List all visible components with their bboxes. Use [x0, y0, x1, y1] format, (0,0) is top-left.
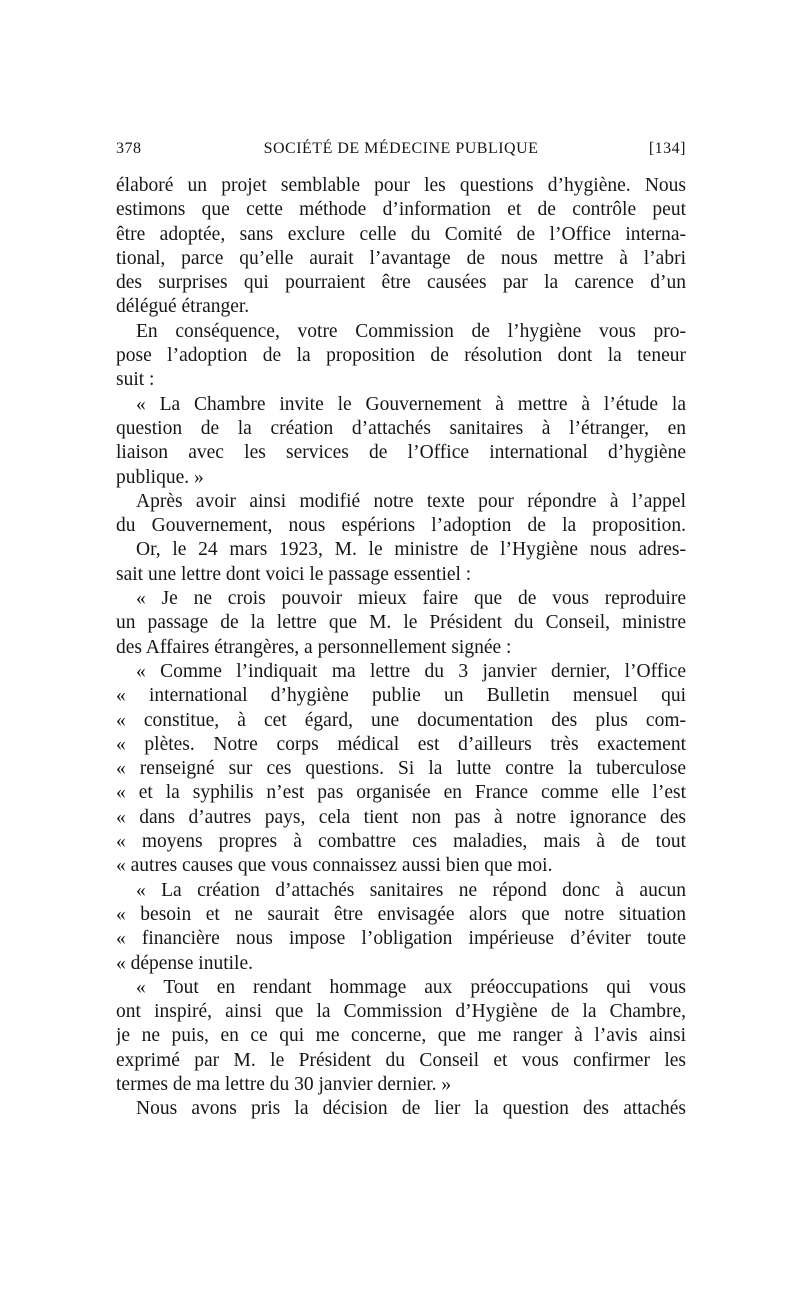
text-line: publique. »: [116, 466, 204, 488]
text-line: Nous avons pris la décision de lier la question des attachés: [136, 1098, 686, 1120]
text-line: exprimé par M. le Président du Conseil et vous confirmer les: [116, 1049, 686, 1071]
text-line: « plètes. Notre corps médical est d’ailleurs très exactement: [116, 733, 686, 755]
text-line: « La Chambre invite le Gouvernement à mettre à l’étude la: [136, 393, 686, 415]
text-line: élaboré un projet semblable pour les questions d’hygiène. Nous: [116, 175, 686, 196]
body-text: [116, 174, 686, 1122]
text-line: « financière nous impose l’obligation impérieuse d’éviter toute: [116, 928, 686, 950]
text-line: des Affaires étrangères, a personnellement signée :: [116, 636, 512, 658]
text-line: « besoin et ne saurait être envisagée alors que notre situation: [116, 903, 686, 925]
text-line: des surprises qui pourraient être causées par la carence d’un: [116, 272, 686, 294]
text-line: « La création d’attachés sanitaires ne répond donc à aucun: [136, 879, 686, 901]
text-line: « Tout en rendant hommage aux préoccupations qui vous: [136, 976, 686, 998]
text-line: « dans d’autres pays, cela tient non pas à notre ignorance des: [116, 806, 686, 828]
text-line: du Gouvernement, nous espérions l’adoption de la proposition.: [116, 515, 686, 537]
text-line: estimons que cette méthode d’information et de contrôle peut: [116, 199, 686, 221]
text-line: pose l’adoption de la proposition de résolution dont la teneur: [116, 345, 686, 367]
text-line: un passage de la lettre que M. le Président du Conseil, ministre: [116, 612, 686, 634]
text-line: sait une lettre dont voici le passage essentiel :: [116, 563, 472, 585]
text-line: suit :: [116, 369, 155, 391]
text-line: « renseigné sur ces questions. Si la lutte contre la tuberculose: [116, 758, 686, 780]
text-line: « constitue, à cet égard, une documentation des plus com-: [116, 709, 686, 731]
text-line: « dépense inutile.: [116, 952, 254, 974]
text-line: « international d’hygiène publie un Bulletin mensuel qui: [116, 685, 686, 707]
text-line: délégué étranger.: [116, 296, 250, 318]
text-line: ont inspiré, ainsi que la Commission d’Hygiène de la Chambre,: [116, 1001, 686, 1023]
text-line: « Comme l’indiquait ma lettre du 3 janvier dernier, l’Office: [136, 660, 686, 682]
text-line: je ne puis, en ce qui me concerne, que me ranger à l’avis ainsi: [116, 1025, 686, 1047]
text-line: question de la création d’attachés sanitaires à l’étranger, en: [116, 417, 686, 439]
text-line: En conséquence, votre Commission de l’hygiène vous pro-: [136, 320, 686, 342]
text-line: « Je ne crois pouvoir mieux faire que de vous reproduire: [136, 588, 686, 610]
running-title: SOCIÉTÉ DE MÉDECINE PUBLIQUE: [263, 140, 539, 157]
text-line: « autres causes que vous connaissez aussi bien que moi.: [116, 855, 553, 877]
page-number: 378: [116, 140, 142, 157]
text-line: Or, le 24 mars 1923, M. le ministre de l’Hygiène nous adres-: [136, 539, 686, 561]
text-line: être adoptée, sans exclure celle du Comité de l’Office interna-: [116, 223, 686, 245]
text-line: « moyens propres à combattre ces maladies, mais à de tout: [116, 831, 686, 853]
text-line: termes de ma lettre du 30 janvier dernier. »: [116, 1073, 452, 1095]
text-line: tional, parce qu’elle aurait l’avantage de nous mettre à l’abri: [116, 247, 686, 269]
page-header: [116, 140, 686, 162]
text-line: « et la syphilis n’est pas organisée en France comme elle l’est: [116, 782, 686, 804]
running-reference: [134]: [648, 140, 686, 157]
text-line: Après avoir ainsi modifié notre texte pour répondre à l’appel: [136, 490, 686, 512]
text-line: liaison avec les services de l’Office international d’hygiène: [116, 442, 686, 464]
